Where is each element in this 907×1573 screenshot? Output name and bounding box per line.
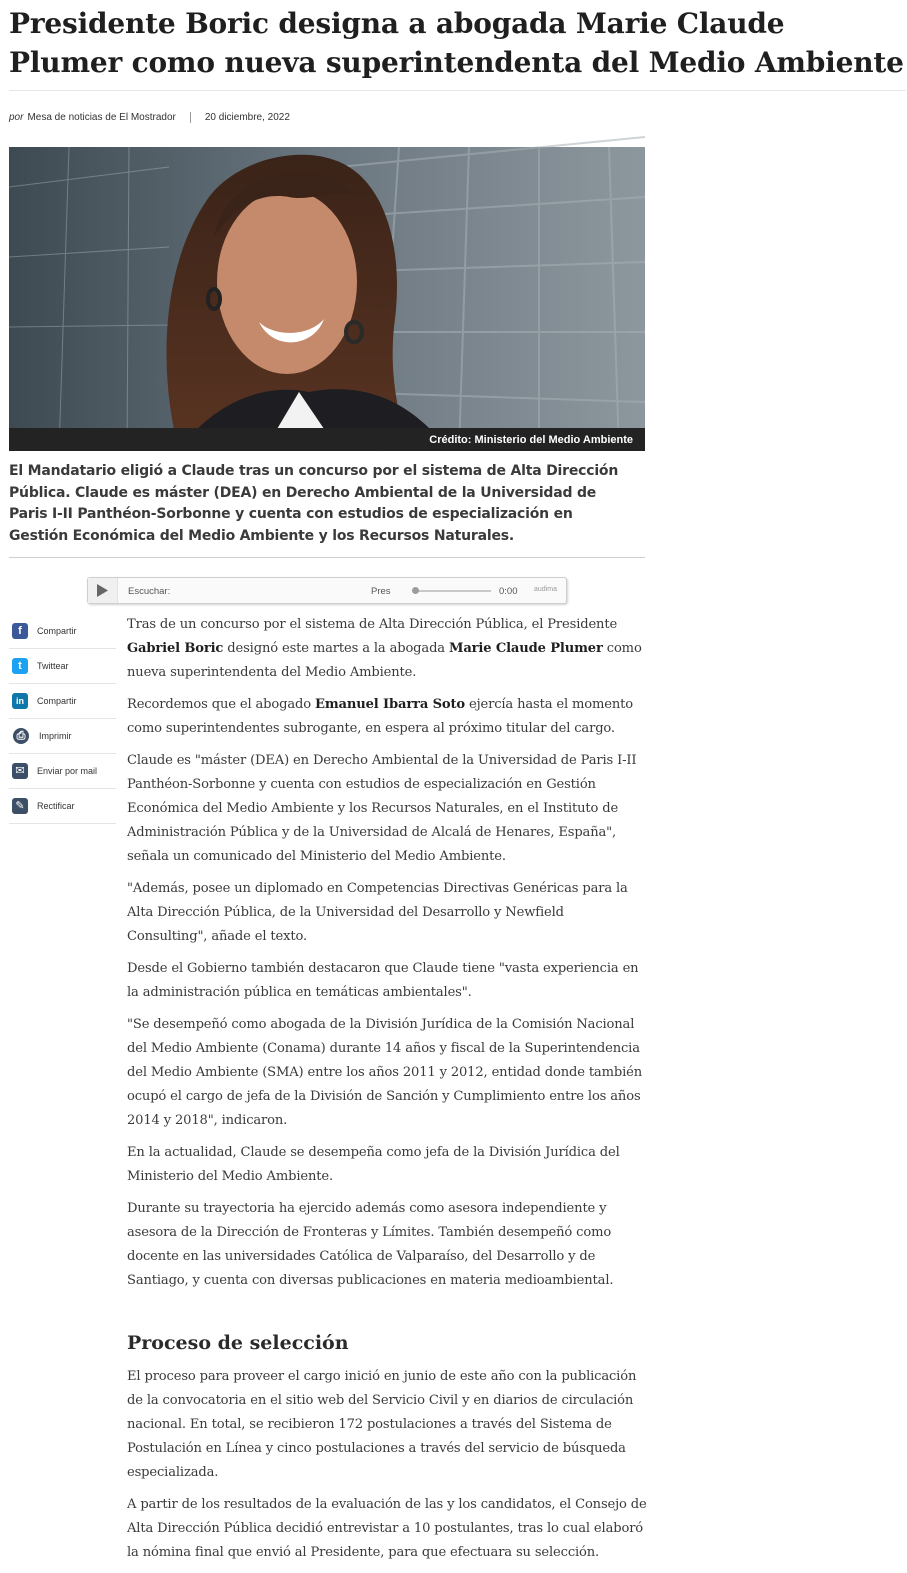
seek-handle[interactable]	[412, 587, 419, 594]
article-photo	[9, 147, 645, 451]
headline-divider	[9, 90, 906, 91]
mail-icon: ✉	[12, 763, 28, 779]
paragraph: El proceso para proveer el cargo inició en junio de este año con la publicación de la convocatoria en el sitio web del Servicio Civil y en diarios de circulación nacional. En total, se recibieron 172 postulaciones a través del Sistema de Postulación en Línea y cinco postulaciones a través del servicio de búsqueda especializada.	[127, 1369, 637, 1480]
rectify-button[interactable]	[9, 789, 116, 824]
paragraph: En la actualidad, Claude se desempeña como jefa de la División Jurídica del Ministerio del Medio Ambiente.	[127, 1145, 620, 1184]
print-button[interactable]	[9, 719, 116, 754]
publish-date: 20 diciembre, 2022	[204, 112, 290, 123]
audima-logo: audima	[534, 586, 557, 593]
person-name: Gabriel Boric	[127, 641, 224, 656]
article-lead: El Mandatario eligió a Claude tras un concurso por el sistema de Alta Dirección Pública. Claude es máster (DEA) en Derecho Ambiental de la Universidad de Paris I-II Panthéon-Sorbonne y cuenta con estudios de especialización en Gestión Económica del Medio Ambiente y los Recursos Naturales.	[9, 463, 619, 544]
share-label: Imprimir	[39, 731, 72, 741]
share-label: Twittear	[37, 661, 69, 671]
paragraph: "Además, posee un diplomado en Competencias Directivas Genéricas para la Alta Dirección Pública, de la Universidad del Desarrollo y Newfield Consulting", añade el texto.	[127, 881, 628, 944]
player-time: 0:00	[499, 586, 518, 597]
person-name: Marie Claude Plumer	[448, 641, 603, 656]
seek-bar[interactable]	[415, 590, 491, 592]
listen-label: Escuchar:	[128, 586, 171, 597]
play-button[interactable]	[88, 578, 118, 603]
paragraph: "Se desempeñó como abogada de la División Jurídica de la Comisión Nacional del Medio Ambiente (Conama) durante 14 años y fiscal de la Superintendencia del Medio Ambiente (SMA) entre los años 2011 y 2012, entidad donde también ocupó el cargo de jefa de la División de Sanción y Cumplimiento entre los años 2014 y 2018", indicaron.	[127, 1017, 643, 1128]
share-label: Compartir	[37, 696, 77, 706]
paragraph: Durante su trayectoria ha ejercido además como asesora independiente y asesora de la Dirección de Fronteras y Límites. También desempeñó como docente en las universidades Católica de Valparaíso, del Desarrollo y de Santiago, y cuenta con diversas publicaciones en materia medioambiental.	[127, 1201, 614, 1288]
section-heading: Proceso de selección	[127, 1332, 349, 1354]
print-icon: ⎙	[13, 728, 29, 744]
byline	[9, 112, 290, 123]
linkedin-icon: in	[12, 693, 28, 709]
share-label: Rectificar	[37, 801, 75, 811]
byline-prefix: por	[9, 112, 24, 123]
share-label: Compartir	[37, 626, 77, 636]
paragraph: Claude es "máster (DEA) en Derecho Ambiental de la Universidad de Paris I-II Panthéon-Sorbonne y cuenta con estudios de especialización en Gestión Económica del Medio Ambiente y los Recursos Naturales, en el Instituto de Administración Pública y de la Universidad de Alcalá de Henares, España", señala un comunicado del Ministerio del Medio Ambiente.	[127, 753, 637, 864]
player-title: Pres	[371, 586, 391, 597]
audio-player	[87, 577, 567, 604]
byline-separator	[190, 112, 191, 123]
paragraph: Desde el Gobierno también destacaron que Claude tiene "vasta experiencia en la administración pública en temáticas ambientales".	[127, 961, 639, 1000]
portrait-image	[9, 147, 645, 451]
article-headline: Presidente Boric designa a abogada Marie Claude Plumer como nueva superintendenta del Medio Ambiente	[9, 7, 904, 79]
twitter-icon: t	[12, 658, 28, 674]
lead-divider	[9, 557, 645, 558]
share-facebook-button[interactable]	[9, 614, 116, 649]
article-body	[127, 613, 647, 1573]
edit-icon: ✎	[12, 798, 28, 814]
photo-credit: Crédito: Ministerio del Medio Ambiente	[429, 434, 633, 446]
author-link[interactable]: Mesa de noticias de El Mostrador	[27, 112, 176, 123]
play-icon	[97, 584, 108, 597]
facebook-icon: f	[12, 623, 28, 639]
share-linkedin-button[interactable]	[9, 684, 116, 719]
paragraph: Tras de un concurso por el sistema de Alta Dirección Pública, el Presidente Gabriel Boric designó este martes a la abogada Marie Claude Plumer como nueva superintendenta del Medio Ambiente.	[127, 617, 642, 680]
paragraph: Recordemos que el abogado Emanuel Ibarra Soto ejercía hasta el momento como superintendentes subrogante, en espera al próximo titular del cargo.	[127, 697, 634, 736]
share-label: Enviar por mail	[37, 766, 98, 776]
share-twitter-button[interactable]	[9, 649, 116, 684]
person-name: Emanuel Ibarra Soto	[315, 697, 465, 712]
share-sidebar	[9, 614, 116, 824]
email-button[interactable]	[9, 754, 116, 789]
paragraph: A partir de los resultados de la evaluación de las y los candidatos, el Consejo de Alta Dirección Pública decidió entrevistar a 10 postulantes, tras lo cual elaboró la nómina final que envió al Presidente, para que efectuara su selección.	[127, 1497, 647, 1560]
